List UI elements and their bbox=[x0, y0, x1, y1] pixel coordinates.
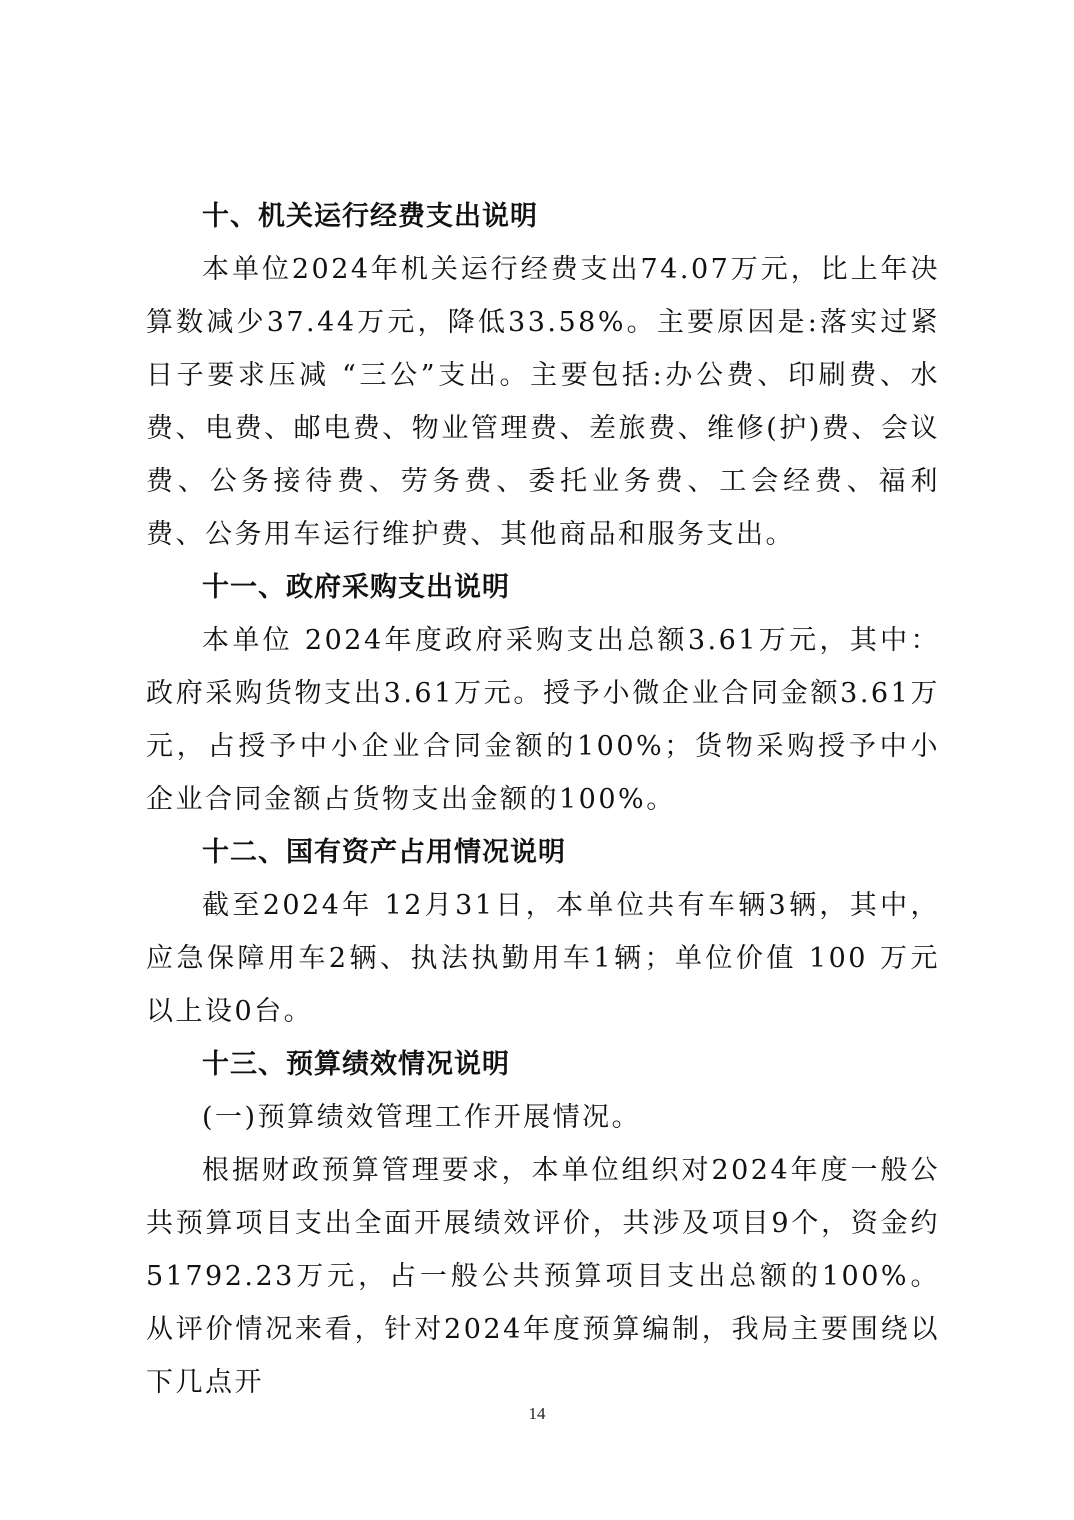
section-heading-12: 十二、国有资产占用情况说明 bbox=[202, 837, 566, 868]
section-11-paragraph: 本单位 2024年度政府采购支出总额3.61万元，其中：政府采购货物支出3.61万元。授予小微企业合同金额3.61万元，占授予中小企业合同金额的100%；货物采购授予中小企业合同金额占货物支出金额的100%。 bbox=[146, 625, 940, 815]
section-12-paragraph: 截至2024年 12月31日，本单位共有车辆3辆，其中，应急保障用车2辆、执法执勤用车1辆；单位价值 100 万元以上设0台。 bbox=[146, 890, 940, 1027]
section-heading-13: 十三、预算绩效情况说明 bbox=[202, 1049, 510, 1080]
document-body bbox=[146, 190, 940, 1409]
section-heading-10: 十、机关运行经费支出说明 bbox=[202, 201, 538, 232]
section-10-paragraph: 本单位2024年机关运行经费支出74.07万元，比上年决算数减少37.44万元，降低33.58%。主要原因是:落实过紧日子要求压减 “三公”支出。主要包括:办公费、印刷费、水费、电费、邮电费、物业管理费、差旅费、维修(护)费、会议费、公务接待费、劳务费、委托业务费、工会经费、福利费、公务用车运行维护费、其他商品和服务支出。 bbox=[146, 254, 940, 550]
section-13-subheading: (一)预算绩效管理工作开展情况。 bbox=[202, 1102, 642, 1133]
section-heading-11: 十一、政府采购支出说明 bbox=[202, 572, 510, 603]
page-number: 14 bbox=[528, 1404, 546, 1423]
section-13-paragraph: 根据财政预算管理要求，本单位组织对2024年度一般公共预算项目支出全面开展绩效评价，共涉及项目9个，资金约51792.23万元，占一般公共预算项目支出总额的100%。从评价情况来看，针对2024年度预算编制，我局主要围绕以下几点开 bbox=[146, 1155, 940, 1398]
